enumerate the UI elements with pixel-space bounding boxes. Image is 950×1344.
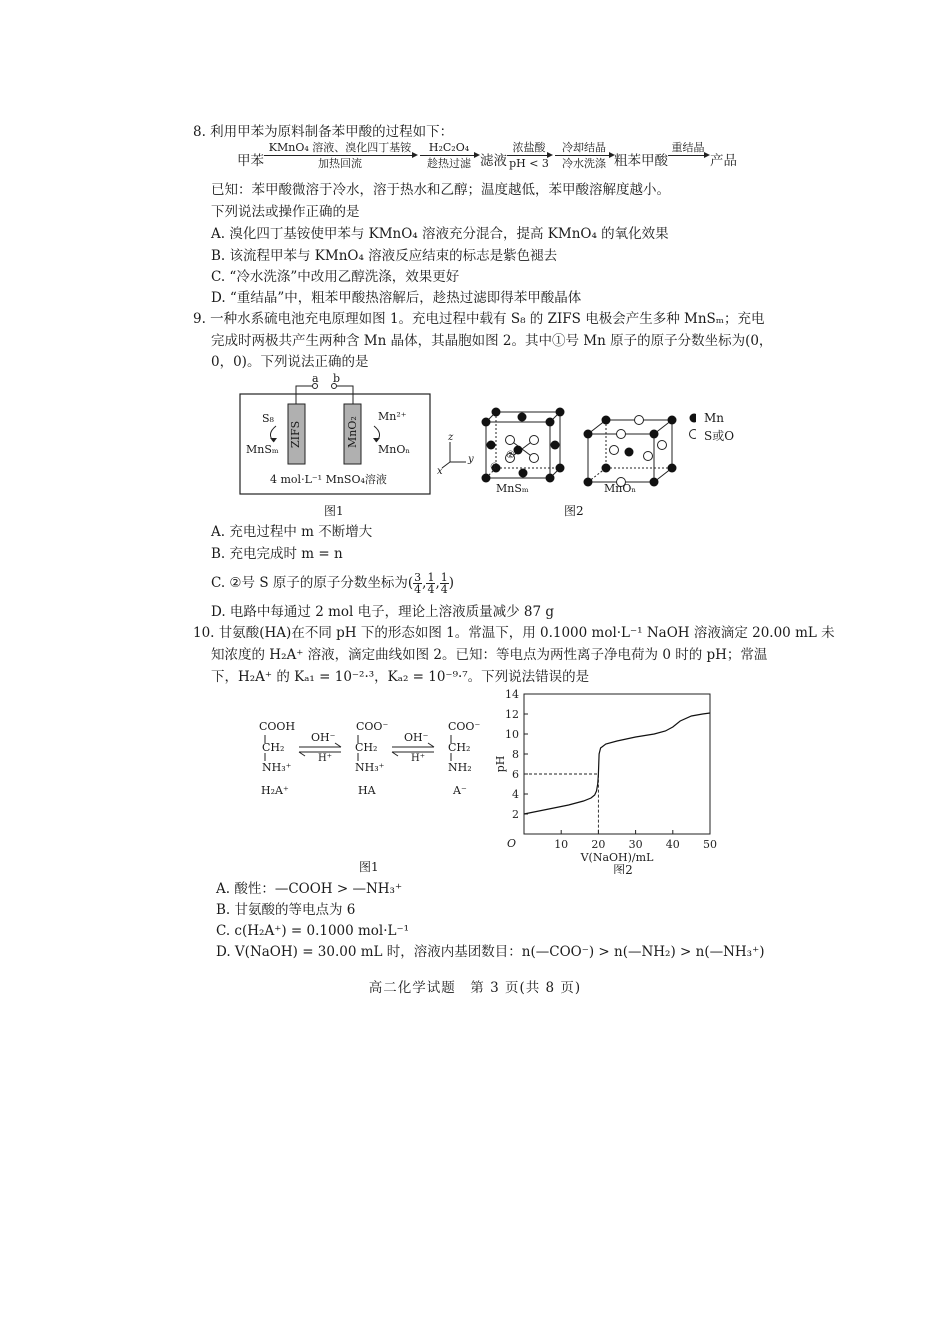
q9-terminal-a: a xyxy=(312,372,319,385)
q10-form1-ch2: CH₂ xyxy=(262,741,285,754)
q10-arrow1-h: H⁺ xyxy=(318,753,332,764)
y-tick-label: 2 xyxy=(512,808,519,821)
y-tick-label: 4 xyxy=(512,788,519,801)
q8-option-c: C. “冷水洗涤”中改用乙醇洗涤，效果更好 xyxy=(211,269,460,285)
q8-flow-start: 甲苯 xyxy=(237,153,264,169)
q8-flow-mid2: 粗苯甲酸 xyxy=(614,153,668,169)
q9-option-c-suffix: ) xyxy=(448,575,455,591)
q9-cell-mnon: MnOₙ xyxy=(604,482,637,495)
titration-curve xyxy=(524,713,710,814)
q9-option-c-prefix: C. ②号 S 原子的原子分数坐标为( xyxy=(211,575,414,591)
q8-arrow-5 xyxy=(668,141,708,157)
q10-stem-3: 下，H₂A⁺ 的 Kₐ₁ = 10⁻²·³，Kₐ₂ = 10⁻⁹·⁷。下列说法错误的是 xyxy=(211,669,590,685)
q10-name-h2a: H₂A⁺ xyxy=(261,784,289,797)
q10-option-c: C. c(H₂A⁺) = 0.1000 mol·L⁻¹ xyxy=(216,923,410,939)
q10-form2-top: COO⁻ xyxy=(356,720,389,733)
q9-stem-2: 完成时两极共产生两种含 Mn 晶体，其晶胞如图 2。其中①号 Mn 原子的原子分数坐标为(0， xyxy=(211,333,773,349)
q9-solution: 4 mol·L⁻¹ MnSO₄溶液 xyxy=(270,473,387,486)
q10-form1-nh3: NH₃⁺ xyxy=(262,761,292,774)
q9-crystal-cells xyxy=(436,400,696,495)
q9-marker-2: ② xyxy=(506,450,515,461)
origin-label: O xyxy=(506,837,516,850)
q9-label-mn2: Mn²⁺ xyxy=(378,410,407,423)
y-tick-label: 14 xyxy=(505,688,519,701)
q8-arrow-4-top: 冷却结晶 xyxy=(562,141,606,154)
q10-arrow2-h: H⁺ xyxy=(411,753,425,764)
q8-arrow-3-bottom: pH < 3 xyxy=(509,157,549,170)
q9-axis-x: x xyxy=(437,466,443,477)
q8-arrow-3-top: 浓盐酸 xyxy=(512,141,546,154)
q8-arrow-1-top: KMnO₄ 溶液、溴化四丁基铵 xyxy=(268,141,412,154)
y-tick-label: 8 xyxy=(512,748,519,761)
chart-caption: 图2 xyxy=(613,863,633,874)
q8-option-d: D. “重结晶”中，粗苯甲酸热溶解后，趁热过滤即得苯甲酸晶体 xyxy=(211,290,582,306)
x-axis-label: V(NaOH)/mL xyxy=(580,851,654,864)
q10-form3-nh2: NH₂ xyxy=(448,761,472,774)
q10-option-b: B. 甘氨酸的等电点为 6 xyxy=(216,902,356,918)
q9-marker-1: ① xyxy=(490,462,499,473)
q9-label-mnon: MnOₙ xyxy=(378,443,411,456)
q10-form3-top: COO⁻ xyxy=(448,720,481,733)
q9-option-d: D. 电路中每通过 2 mol 电子，理论上溶液质量减少 87 g xyxy=(211,604,555,620)
q9-stem-3: 0，0)。下列说法正确的是 xyxy=(211,354,369,370)
x-tick-label: 40 xyxy=(665,838,680,851)
x-tick-label: 50 xyxy=(703,838,717,851)
q9-label-mnsm: MnSₘ xyxy=(246,443,279,456)
q8-option-a: A. 溴化四丁基铵使甲苯与 KMnO₄ 溶液充分混合，提高 KMnO₄ 的氧化效果 xyxy=(211,226,669,242)
q9-c-den3: 4 xyxy=(440,583,448,596)
q10-fig1-caption: 图1 xyxy=(359,860,379,874)
q10-arrow1-oh: OH⁻ xyxy=(311,731,336,744)
q10-glycine-bonds xyxy=(255,725,495,785)
q9-fig1-caption: 图1 xyxy=(324,504,344,518)
q9-axis-y: y xyxy=(468,454,474,465)
q10-titration-chart xyxy=(490,684,730,874)
q9-electrode-zifs: ZIFS xyxy=(289,420,302,448)
q10-name-ha: HA xyxy=(358,784,376,797)
q8-arrow-5-top: 重结晶 xyxy=(671,141,705,154)
q9-legend-so: S或O xyxy=(704,429,735,443)
q8-arrow-1 xyxy=(264,141,416,170)
q10-option-d: D. V(NaOH) = 30.00 mL 时，溶液内基团数目：n(—COO⁻) > n(—NH₂) > n(—NH₃⁺) xyxy=(216,944,765,960)
q8-stem: 8. 利用甲苯为原料制备苯甲酸的过程如下： xyxy=(193,124,454,140)
q9-legend-mn: Mn xyxy=(704,411,725,425)
q10-form2-ch2: CH₂ xyxy=(355,741,378,754)
y-tick-label: 6 xyxy=(512,768,519,781)
q9-c-num2: 1 xyxy=(427,571,435,584)
q9-c-num3: 1 xyxy=(440,571,448,584)
q9-option-a: A. 充电过程中 m 不断增大 xyxy=(211,524,373,540)
q9-cell-mnsm: MnSₘ xyxy=(496,482,529,495)
x-tick-label: 20 xyxy=(591,838,606,851)
equivalence-dashed-line xyxy=(524,774,598,834)
q8-arrow-4 xyxy=(555,141,613,170)
q8-ask: 下列说法或操作正确的是 xyxy=(211,204,360,220)
y-tick-label: 12 xyxy=(505,708,519,721)
q8-option-b: B. 该流程甲苯与 KMnO₄ 溶液反应结束的标志是紫色褪去 xyxy=(211,248,558,264)
q10-name-a: A⁻ xyxy=(453,784,467,797)
q10-option-a: A. 酸性：—COOH > —NH₃⁺ xyxy=(216,881,403,897)
plot-frame xyxy=(524,694,710,834)
q9-c-den1: 4 xyxy=(414,583,422,596)
q8-arrow-3 xyxy=(507,141,551,170)
q10-form1-top: COOH xyxy=(259,720,296,733)
q9-axis-z: z xyxy=(448,432,454,443)
page-footer: 高二化学试题 第 3 页(共 8 页) xyxy=(368,980,582,996)
q8-arrow-2 xyxy=(420,141,478,170)
q8-arrow-2-top: H₂C₂O₄ xyxy=(428,141,470,154)
y-tick-label: 10 xyxy=(505,728,519,741)
q10-stem-2: 知浓度的 H₂A⁺ 溶液，滴定曲线如图 2。已知：等电点为两性离子净电荷为 0 时的 pH；常温 xyxy=(211,647,768,663)
q8-flow-mid1: 滤液 xyxy=(480,153,507,169)
q9-option-c: C. ②号 S 原子的原子分数坐标为( $\frac{3}{4}$ , $\frac{1}{4}$ , $\frac{1}{4}$ ) xyxy=(211,571,455,596)
q8-known: 已知：苯甲酸微溶于冷水，溶于热水和乙醇；温度越低，苯甲酸溶解度越小。 xyxy=(211,182,670,198)
q9-terminal-b: b xyxy=(333,372,341,385)
q10-form3-ch2: CH₂ xyxy=(448,741,471,754)
q9-c-den2: 4 xyxy=(427,583,435,596)
q9-electrode-mno2: MnO₂ xyxy=(346,416,359,448)
q8-arrow-2-bottom: 趁热过滤 xyxy=(427,157,471,170)
q10-form2-nh3: NH₃⁺ xyxy=(355,761,385,774)
x-tick-label: 30 xyxy=(628,838,643,851)
q8-arrow-1-bottom: 加热回流 xyxy=(318,157,362,170)
q8-flow-end: 产品 xyxy=(710,153,737,169)
q9-c-num1: 3 xyxy=(414,571,422,584)
q10-stem-1: 10. 甘氨酸(HA)在不同 pH 下的形态如图 1。常温下，用 0.1000 mol·L⁻¹ NaOH 溶液滴定 20.00 mL 未 xyxy=(193,625,835,641)
q8-arrow-4-bottom: 冷水洗涤 xyxy=(562,157,606,170)
y-axis-label: pH xyxy=(494,755,507,773)
q9-stem-1: 9. 一种水系硫电池充电原理如图 1。充电过程中载有 S₈ 的 ZIFS 电极会产生多种 MnSₘ；充电 xyxy=(193,311,765,327)
q9-label-s8: S₈ xyxy=(262,412,274,425)
q9-option-b: B. 充电完成时 m = n xyxy=(211,546,343,562)
q10-arrow2-oh: OH⁻ xyxy=(404,731,429,744)
q9-fig2-caption: 图2 xyxy=(564,504,584,518)
x-tick-label: 10 xyxy=(554,838,569,851)
